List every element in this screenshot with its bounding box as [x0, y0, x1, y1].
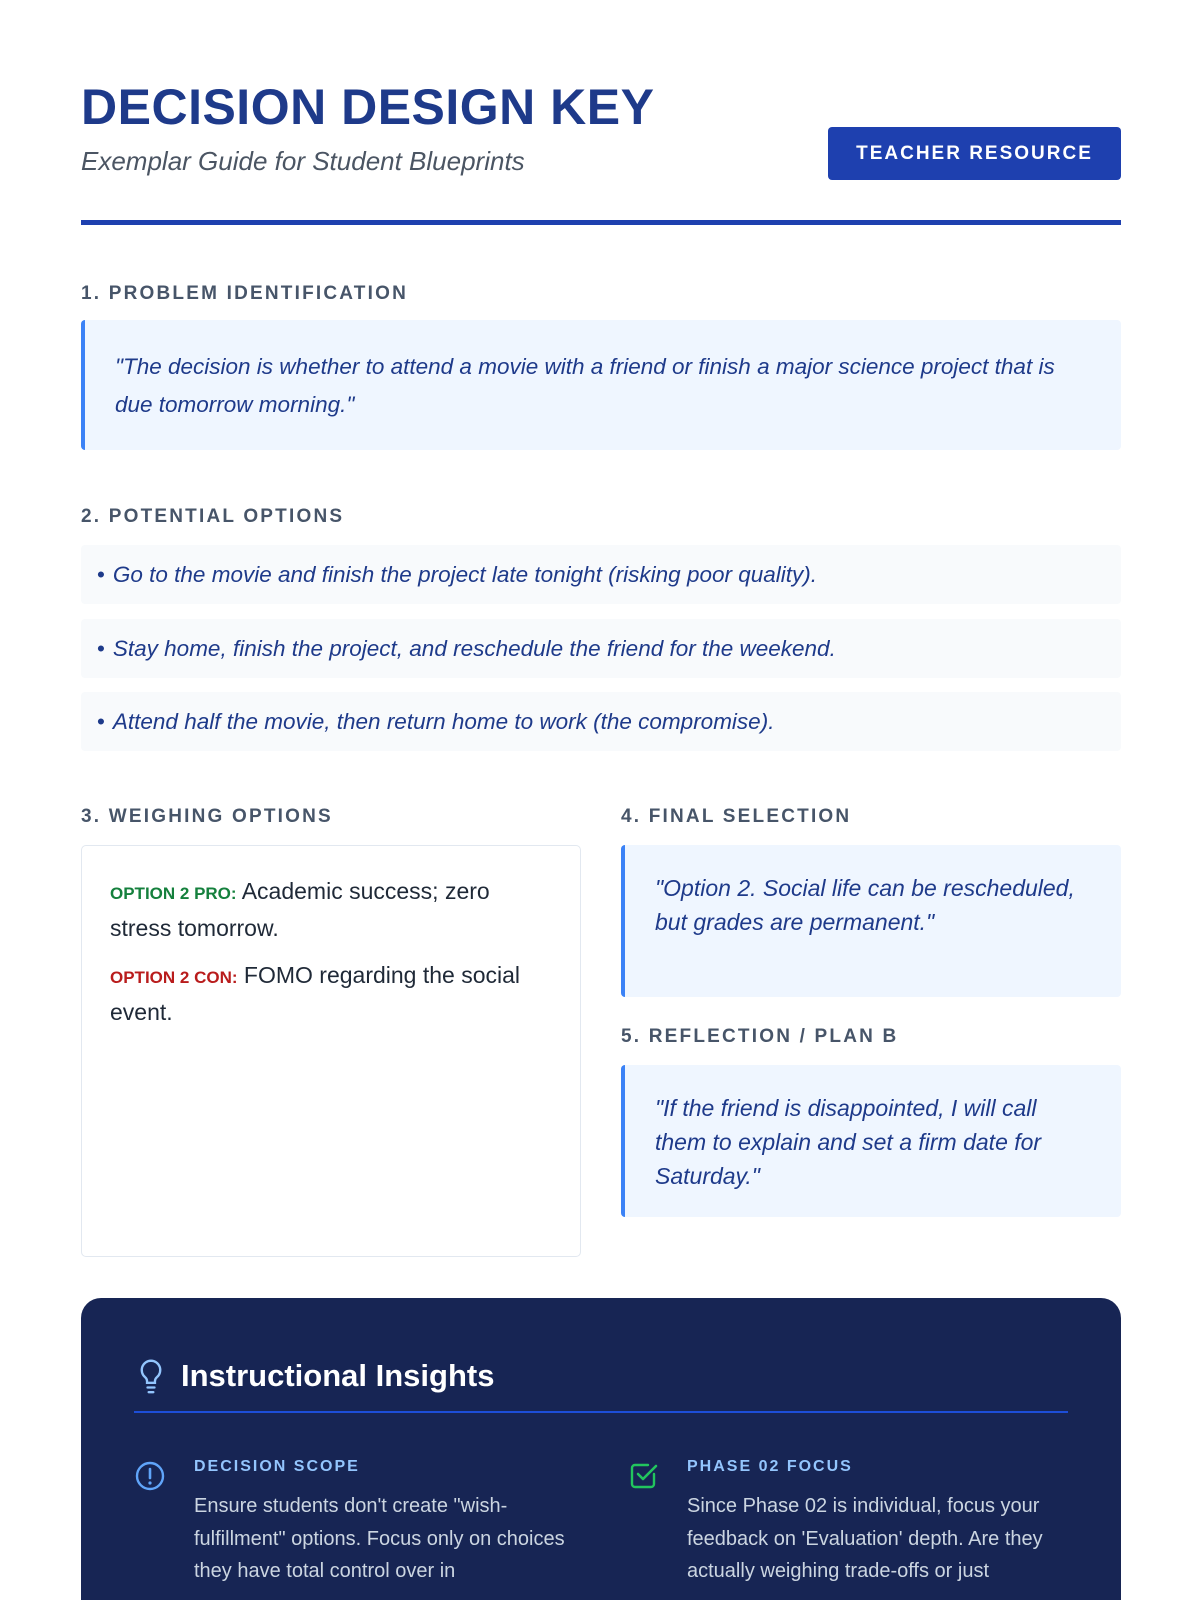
- reflection-plan: "If the friend is disappointed, I will call them to explain and set a firm date for Saturday.": [621, 1065, 1121, 1217]
- pro-tag: OPTION 2 PRO:: [110, 884, 237, 903]
- section-label-weighing: 3. WEIGHING OPTIONS: [81, 806, 333, 827]
- weighing-box: [81, 845, 581, 1257]
- page-subtitle: Exemplar Guide for Student Blueprints: [81, 146, 525, 176]
- instructional-insights-panel: [81, 1298, 1121, 1600]
- alert-circle-icon: [134, 1460, 166, 1492]
- bullet: •: [97, 708, 105, 734]
- insight-heading: DECISION SCOPE: [194, 1458, 360, 1475]
- con-text: FOMO regarding the social event.: [110, 962, 521, 1025]
- option-item: [81, 692, 1121, 751]
- problem-statement: "The decision is whether to attend a movie with a friend or finish a major science project that is due tomorrow morning.": [81, 320, 1121, 450]
- section-label-problem: 1. PROBLEM IDENTIFICATION: [81, 283, 408, 304]
- header: [81, 0, 1121, 228]
- option-text: Go to the movie and finish the project late tonight (risking poor quality).: [112, 561, 818, 587]
- option-text: Attend half the movie, then return home to work (the compromise).: [112, 708, 775, 734]
- teacher-resource-button[interactable]: TEACHER RESOURCE: [828, 127, 1121, 180]
- option-item: [81, 545, 1121, 604]
- insight-text: Ensure students don't create "wish-fulfillment" options. Focus only on choices they have total control over in: [194, 1495, 565, 1582]
- insights-title: Instructional Insights: [181, 1358, 495, 1393]
- section-label-final: 4. FINAL SELECTION: [621, 806, 852, 827]
- insights-divider: [134, 1411, 1068, 1413]
- section-label-options: 2. POTENTIAL OPTIONS: [81, 506, 345, 527]
- document-page: [81, 0, 1121, 1582]
- option-item: [81, 619, 1121, 678]
- pro-text: Academic success; zero stress tomorrow.: [110, 878, 490, 941]
- bullet: •: [97, 635, 105, 661]
- page-title: DECISION DESIGN KEY: [81, 79, 655, 135]
- con-entry: [110, 958, 552, 1030]
- pro-entry: [110, 874, 552, 946]
- con-tag: OPTION 2 CON:: [110, 968, 238, 987]
- final-selection: "Option 2. Social life can be rescheduled, but grades are permanent.": [621, 845, 1121, 997]
- header-divider: [81, 220, 1121, 225]
- insight-heading: PHASE 02 FOCUS: [687, 1458, 853, 1475]
- check-square-icon: [628, 1459, 660, 1491]
- option-text: Stay home, finish the project, and reschedule the friend for the weekend.: [112, 635, 836, 661]
- bullet: •: [97, 561, 105, 587]
- lightbulb-icon: [137, 1358, 165, 1396]
- section-label-reflection: 5. REFLECTION / PLAN B: [621, 1026, 899, 1047]
- insight-text: Since Phase 02 is individual, focus your feedback on 'Evaluation' depth. Are they actually weighing trade-offs or just: [687, 1495, 1043, 1582]
